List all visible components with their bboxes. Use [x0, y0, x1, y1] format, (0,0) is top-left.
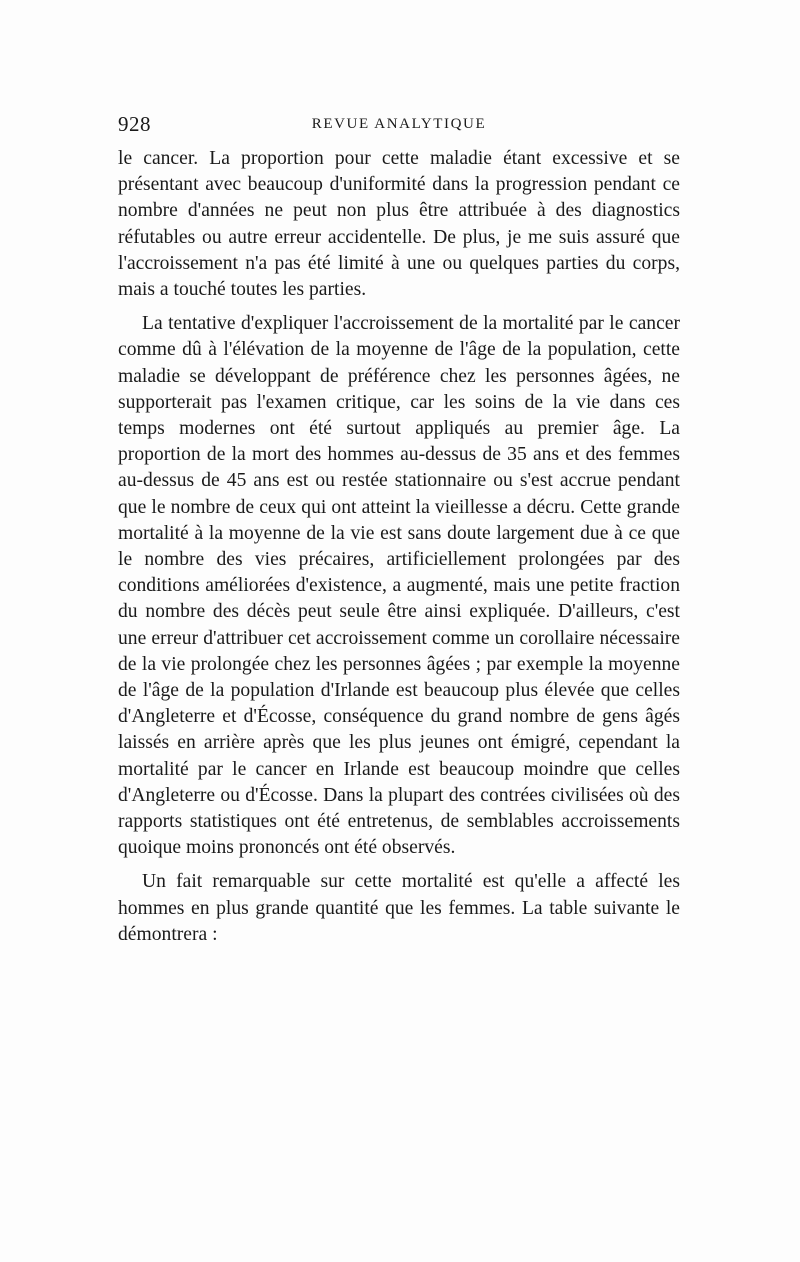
page-number: 928 [118, 112, 151, 136]
running-head: REVUE ANALYTIQUE [311, 116, 487, 132]
page-header [118, 112, 680, 136]
body-text [118, 146, 680, 956]
paragraph-mortality-explanation: La tentative d'expliquer l'accroissement de la mortalité par le cancer comme dû à l'élévation de la moyenne de l'âge de la population, cette maladie se développant de préférence chez les personnes âgées, ne supporterait pas l'examen critique, car les soins de la vie dans ces temps modernes ont été surtout appliqués au premier âge. La proportion de la mort des hommes au-dessus de 35 ans et des femmes au-dessus de 45 ans est ou restée stationnaire ou s'est accrue pendant que le nombre de ceux qui ont atteint la vieillesse a décru. Cette grande mortalité à la moyenne de la vie est sans doute largement due à ce que le nombre des vies précaires, artificiellement prolongées par des conditions améliorées d'existence, a augmenté, mais une petite fraction du nombre des décès peut seule être ainsi expliquée. D'ailleurs, c'est une erreur d'attribuer cet accroissement comme un corollaire nécessaire de la vie prolongée chez les personnes âgées ; par exemple la moyenne de l'âge de la population d'Irlande est beaucoup plus élevée que celles d'Angleterre et d'Écosse, conséquence du grand nombre de gens âgés laissés en arrière après que les plus jeunes ont émigré, cependant la mortalité par le cancer en Irlande est beaucoup moindre que celles d'Angleterre ou d'Écosse. Dans la plupart des contrées civilisées où des rapports statistiques ont été entretenus, de semblables accroissements quoique moins prononcés ont été observés. [118, 313, 680, 859]
paragraph-table-intro: Un fait remarquable sur cette mortalité est qu'elle a affecté les hommes en plus grande quantité que les femmes. La table suivante le démontrera : [118, 871, 680, 945]
paragraph-continuation: le cancer. La proportion pour cette maladie étant excessive et se présentant avec beaucoup d'uniformité dans la progression pendant ce nombre d'années ne peut non plus être attribuée à des diagnostics réfutables ou autre erreur accidentelle. De plus, je me suis assuré que l'accroissement n'a pas été limité à une ou quelques parties du corps, mais a touché toutes les parties. [118, 148, 680, 301]
